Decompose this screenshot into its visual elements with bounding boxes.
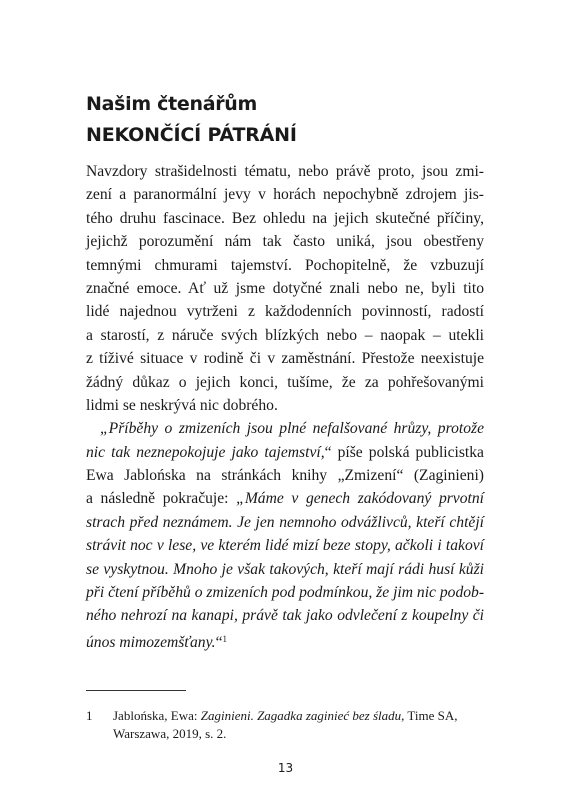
attribution-line <box>86 487 484 510</box>
footnote-divider <box>86 690 186 691</box>
footnote-reference: 1 <box>222 633 227 644</box>
body-text <box>86 160 484 651</box>
chapter-title: NEKONČÍCÍ PÁTRÁNÍ <box>86 124 297 146</box>
quote-line <box>86 441 484 464</box>
paragraph-1-line: lidé najednou vytrženi z každodenních povinností, radostí <box>86 303 484 321</box>
footnote-number: 1 <box>86 708 93 723</box>
paragraph-1-line: a starostí, z náruče svých blízkých nebo – naopak – utekli <box>86 326 484 344</box>
paragraph-1-line: značné emoce. Ať už jsme dotyčné znali nebo ne, byli tito <box>86 279 484 297</box>
footnote-text <box>113 707 483 743</box>
quote-line <box>86 628 484 651</box>
closing-quote: “ <box>215 633 223 651</box>
quote-line: strávit noc v lese, ve kterém lidé mizí beze stopy, ačkoli i takoví <box>86 537 484 555</box>
quote-fragment: nic tak neznepokojuje jako tajemství, <box>86 443 325 461</box>
paragraph-1-line: temnými chmurami tajemství. Pochopitelně, že vzbuzují <box>86 256 484 274</box>
paragraph-1-line: tého druhu fascinace. Bez ohledu na jejich skutečné příčiny, <box>86 209 484 227</box>
footnote-line: Warszawa, 2019, s. 2. <box>113 726 227 741</box>
attribution-fragment: “ píše polská publicistka <box>324 443 484 461</box>
footnote-author: Jablońska, Ewa: <box>113 708 201 723</box>
paragraph-1-line: Navzdory strašidelnosti tématu, nebo právě proto, jsou zmi- <box>86 163 484 180</box>
footnote-publisher: , Time SA, <box>401 708 458 723</box>
footnote-line <box>113 707 483 725</box>
quote-line: „Příběhy o zmizeních jsou plné nefalšované hrůzy, protože <box>100 420 484 438</box>
attribution-line: Ewa Jablońska na stránkách knihy „Zmizení“ (Zaginieni) <box>86 467 484 485</box>
page-number: 13 <box>277 761 294 775</box>
section-subtitle: Našim čtenářům <box>86 93 258 115</box>
quote-line: se vyskytnou. Mnoho je však takových, kteří mají rádi husí kůži <box>86 560 484 578</box>
paragraph-1-line: z tíživé situace v rodině či v zaměstnání. Přestože neexistuje <box>86 350 484 368</box>
attribution-fragment: a následně pokračuje: <box>86 490 237 508</box>
paragraph-1-line: zení a paranormální jevy v horách nepochybně zdrojem jis- <box>86 186 484 204</box>
quote-fragment: únos mimozemšťany. <box>86 633 216 651</box>
quote-line: při čtení příběhů o zmizeních pod podmínkou, že jim nic podob- <box>86 584 485 602</box>
quote-line: ného nehrozí na kanapi, právě tak jako odvlečení z koupelny či <box>86 607 484 625</box>
quote-fragment: „Máme v genech zakódovaný prvotní <box>236 490 484 508</box>
quote-line: strach před neznámem. Je jen nemnoho odvážlivců, kteří chtějí <box>86 513 484 531</box>
paragraph-1-line: lidmi se neskrývá nic dobrého. <box>86 396 278 414</box>
footnote-book-title: Zaginieni. Zagadka zaginieć bez śladu <box>200 708 402 723</box>
paragraph-1-line: žádný důkaz o jejich konci, tušíme, že za pohřešovanými <box>86 373 484 391</box>
paragraph-1-line: jejichž porozumění nám tak často uniká, jsou obestřeny <box>86 233 484 251</box>
